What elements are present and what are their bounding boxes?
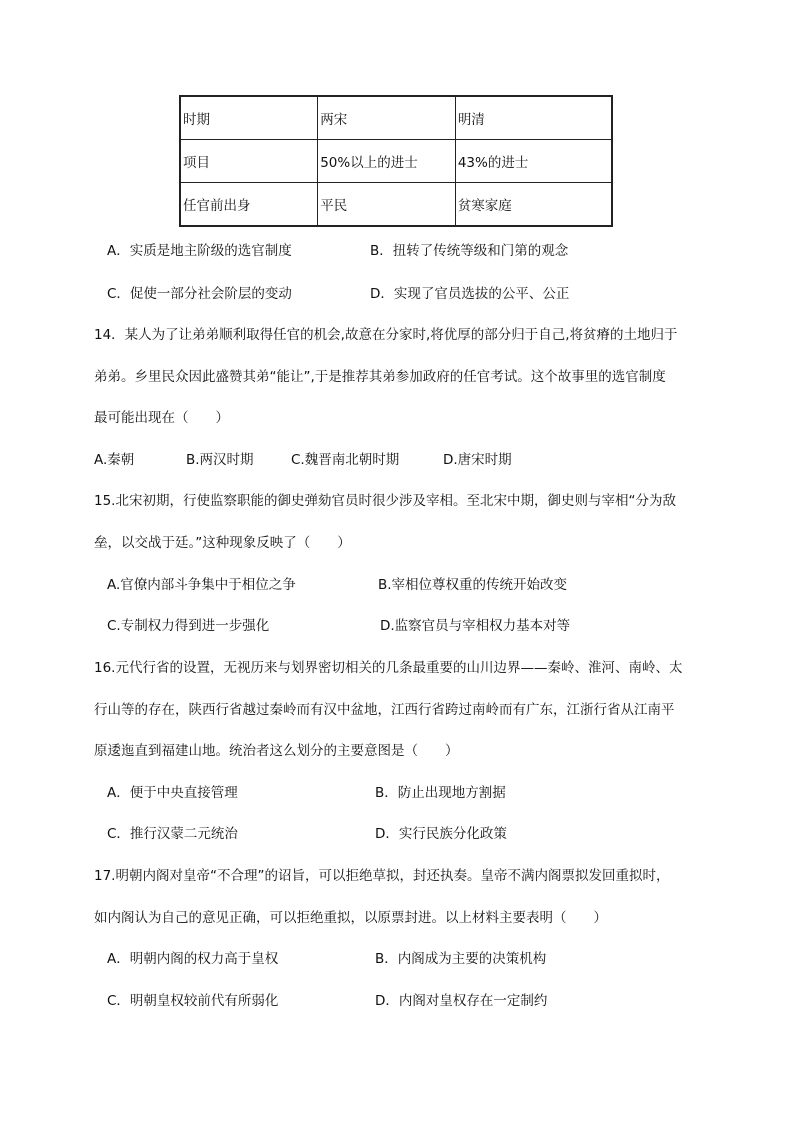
table-cell: 平民 [318, 183, 456, 227]
q14-stem-line: 最可能出现在（ ） [94, 410, 229, 426]
q16-option-a: A．便于中央直接管理 [107, 785, 238, 801]
q17-option-a: A．明朝内阁的权力高于皇权 [107, 951, 279, 967]
q15-option-a: A.官僚内部斗争集中于相位之争 [107, 577, 296, 593]
statistics-table [179, 95, 613, 227]
q15-stem-line: 垒，以交战于廷。”这种现象反映了（ ） [94, 535, 351, 551]
q14-stem-line: 弟弟。乡里民众因此盛赞其弟“能让”,于是推荐其弟参加政府的任官考试。这个故事里的选官制度 [94, 369, 666, 385]
q16-stem-line: 行山等的存在，陕西行省越过秦岭而有汉中盆地，江西行省跨过南岭而有广东，江浙行省从江南平 [94, 702, 675, 718]
q15-option-d: D.监察官员与宰相权力基本对等 [380, 618, 571, 634]
q13-option-c: C．促使一部分社会阶层的变动 [107, 286, 292, 302]
q17-stem-line: 如内阁认为自己的意见正确，可以拒绝重拟，以原票封进。以上材料主要表明（ ） [94, 910, 607, 926]
q17-option-c: C．明朝皇权较前代有所弱化 [107, 993, 279, 1009]
table-cell: 43%的进士 [455, 140, 612, 183]
q17-option-d: D．内阁对皇权存在一定制约 [375, 993, 548, 1009]
q15-option-c: C.专制权力得到进一步强化 [107, 618, 270, 634]
q17-stem-line: 17.明朝内阁对皇帝“不合理”的诏旨，可以拒绝草拟，封还执奏。皇帝不满内阁票拟发回重拟时， [94, 868, 670, 884]
table-cell: 50%以上的进士 [318, 140, 456, 183]
table-row [180, 140, 612, 183]
q14-stem-line: 14．某人为了让弟弟顺利取得任官的机会,故意在分家时,将优厚的部分归于自己,将贫瘠的土地归于 [94, 327, 678, 343]
q14-option-b: B.两汉时期 [186, 452, 254, 468]
q16-option-d: D．实行民族分化政策 [375, 826, 507, 842]
table-cell: 项目 [180, 140, 318, 183]
q16-stem-line: 原逶迤直到福建山地。统治者这么划分的主要意图是（ ） [94, 743, 459, 759]
q16-option-c: C．推行汉蒙二元统治 [107, 826, 238, 842]
table-cell: 贫寒家庭 [455, 183, 612, 227]
q14-option-d: D.唐宋时期 [443, 452, 512, 468]
q16-option-b: B．防止出现地方割据 [375, 785, 506, 801]
q16-stem-line: 16.元代行省的设置，无视历来与划界密切相关的几条最重要的山川边界——秦岭、淮河、南岭、太 [94, 660, 683, 676]
table-row [180, 96, 612, 140]
table-cell: 任官前出身 [180, 183, 318, 227]
table-cell: 两宋 [318, 96, 456, 140]
q15-stem-line: 15.北宋初期，行使监察职能的御史弹劾官员时很少涉及宰相。至北宋中期，御史则与宰相“分为敌 [94, 493, 676, 509]
q13-option-d: D．实现了官员选拔的公平、公正 [370, 286, 570, 302]
q13-option-b: B．扭转了传统等级和门第的观念 [370, 243, 569, 259]
q15-option-b: B.宰相位尊权重的传统开始改变 [378, 577, 568, 593]
q13-option-a: A．实质是地主阶级的选官制度 [107, 243, 292, 259]
table-cell: 时期 [180, 96, 318, 140]
q14-option-a: A.秦朝 [94, 452, 135, 468]
q17-option-b: B．内阁成为主要的决策机构 [375, 951, 547, 967]
table-cell: 明清 [455, 96, 612, 140]
table-row [180, 183, 612, 227]
q14-option-c: C.魏晋南北朝时期 [291, 452, 400, 468]
